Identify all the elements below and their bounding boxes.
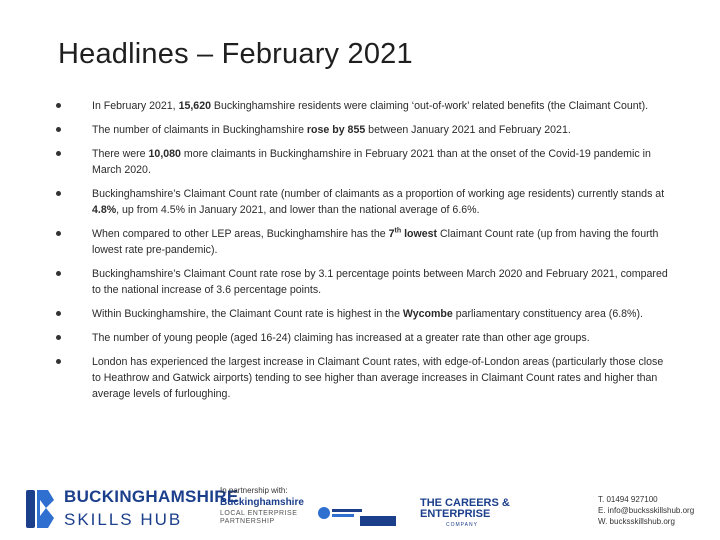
list-item: In February 2021, 15,620 Buckinghamshire residents were claiming ‘out-of-work’ related benefits (the Claimant Count). <box>52 98 672 114</box>
list-item: There were 10,080 more claimants in Buckinghamshire in February 2021 than at the onset of the Covid-19 pandemic in March 2020. <box>52 146 672 178</box>
list-item: Within Buckinghamshire, the Claimant Count rate is highest in the Wycombe parliamentary constituency area (6.8%). <box>52 306 672 322</box>
footer <box>0 470 720 540</box>
partner-label: In partnership with: <box>220 486 288 495</box>
partner-name: Buckinghamshire <box>220 497 304 508</box>
page-title: Headlines – February 2021 <box>58 38 413 70</box>
contact-phone: T. 01494 927100 <box>598 495 658 504</box>
list-item: The number of claimants in Buckinghamshire rose by 855 between January 2021 and February 2021. <box>52 122 672 138</box>
bullet-icon <box>56 271 61 276</box>
headline-list <box>52 98 672 410</box>
list-item: Buckinghamshire’s Claimant Count rate (number of claimants as a proportion of working age residents) currently stands at 4.8%, up from 4.5% in January 2021, and lower than the national average of 6.6%. <box>52 186 672 218</box>
careers-enterprise-company: COMPANY <box>446 522 478 528</box>
careers-enterprise-logo: THE CAREERS & ENTERPRISE <box>420 497 510 520</box>
bullet-icon <box>56 151 61 156</box>
bullet-icon <box>56 359 61 364</box>
small-partner-logo-icon <box>360 516 396 526</box>
bullet-icon <box>56 335 61 340</box>
bullet-icon <box>56 103 61 108</box>
contact-email: E. info@bucksskillshub.org <box>598 506 695 515</box>
partner-subtitle: LOCAL ENTERPRISE PARTNERSHIP <box>220 510 298 525</box>
list-item: When compared to other LEP areas, Buckinghamshire has the 7th lowest Claimant Count rate (up from having the fourth lowest rate pre-pandemic). <box>52 226 672 258</box>
bullet-icon <box>56 127 61 132</box>
list-item: Buckinghamshire’s Claimant Count rate rose by 3.1 percentage points between March 2020 and February 2021, compared to the national increase of 3.6 percentage points. <box>52 266 672 298</box>
business-first-logo-icon <box>316 505 364 525</box>
logo-subtitle: SKILLS HUB <box>64 510 183 529</box>
list-item: London has experienced the largest increase in Claimant Count rates, with edge-of-London areas (particularly those close to Heathrow and Gatwick airports) tending to see higher than average increases in Claimant Count rates and higher than average levels of furloughing. <box>52 354 672 402</box>
list-item: The number of young people (aged 16-24) claiming has increased at a greater rate than other age groups. <box>52 330 672 346</box>
bullet-icon <box>56 191 61 196</box>
logo-title: BUCKINGHAMSHIRE <box>64 487 239 506</box>
contact-web: W. bucksskillshub.org <box>598 517 675 526</box>
contact-block <box>598 494 694 527</box>
bullet-icon <box>56 231 61 236</box>
bullet-icon <box>56 311 61 316</box>
skills-hub-logo-icon <box>24 486 58 532</box>
